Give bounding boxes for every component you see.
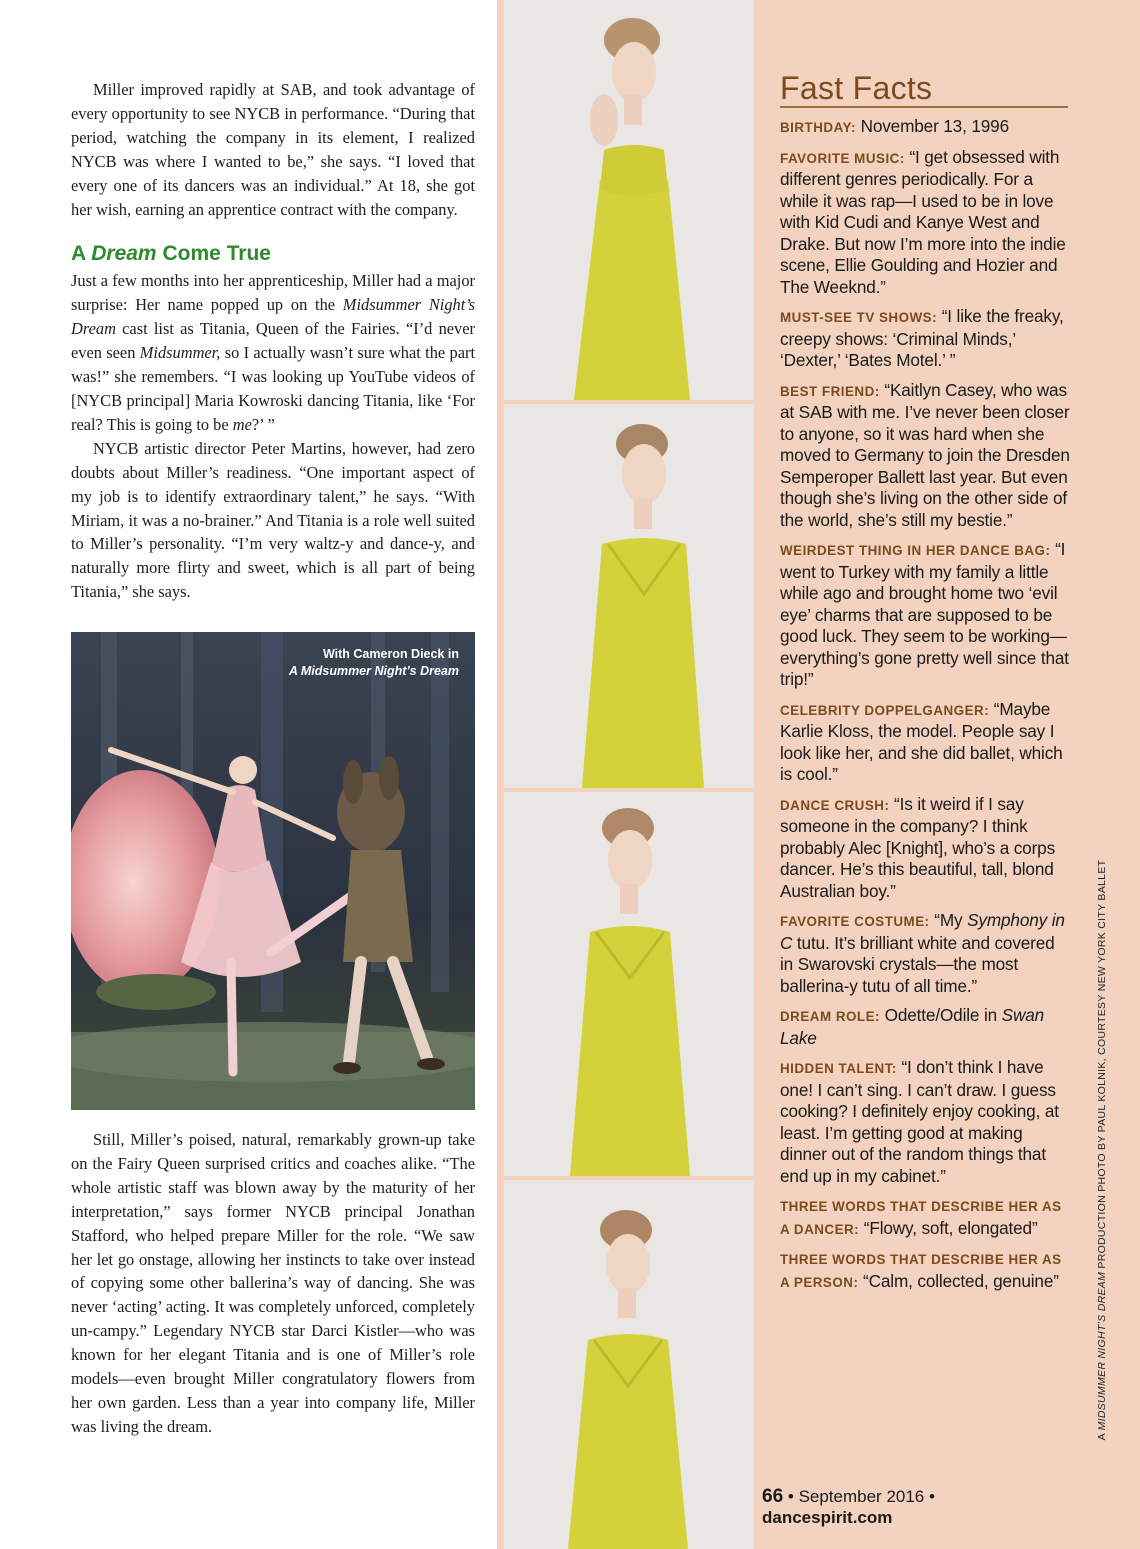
fact-label: DREAM ROLE: bbox=[780, 1009, 880, 1024]
fact-value: “Kaitlyn Casey, who was at SAB with me. I’ve never been closer to anyone, so it was hard when she moved to Germany to join the Dresden Semperoper Ballett last year. But even though she’s living on the other side of the world, she’s still my bestie.” bbox=[780, 379, 1070, 530]
subhead-italic: Dream bbox=[91, 242, 157, 266]
portrait-illustration-1 bbox=[504, 0, 754, 400]
fact-value: Odette/Odile in bbox=[884, 1005, 998, 1025]
fast-facts-rule bbox=[780, 106, 1068, 108]
stage-photo bbox=[71, 632, 475, 1110]
portrait-illustration-2 bbox=[504, 404, 754, 788]
para2-text-c: so I actually wasn’t sure what the part was!” she remembers. “I was looking up YouTube videos of [NYCB principal] Maria Kowroski dancing Titania, like ‘For real? This is going to be bbox=[71, 343, 475, 434]
stage-photo-illustration bbox=[71, 632, 475, 1110]
fact-label: THREE WORDS THAT DESCRIBE HER AS A DANCER: bbox=[780, 1199, 1062, 1237]
fact-doppelganger bbox=[780, 699, 1072, 786]
credit-italic: MIDSUMMER NIGHT’S DREAM bbox=[1096, 1271, 1108, 1431]
fact-label: BIRTHDAY: bbox=[780, 120, 856, 135]
fact-value: “I went to Turkey with my family a little while ago and brought home two ‘evil eye’ charms that are supposed to be good luck. They seem to be working—everything’s gone pretty well since that trip!” bbox=[780, 539, 1069, 689]
fact-value: “I don’t think I have one! I can’t sing. I can’t draw. I guess cooking? I definitely enjoy cooking, at least. I’m getting good at making dinner out of the random things that end up in my cabinet.” bbox=[780, 1057, 1059, 1186]
fact-words-person bbox=[780, 1248, 1072, 1293]
para2-title-2: Midsummer, bbox=[139, 343, 221, 363]
fact-dance-crush bbox=[780, 794, 1072, 903]
fact-value: “Flowy, soft, elongated” bbox=[863, 1217, 1038, 1238]
fact-birthday bbox=[780, 116, 1072, 139]
para2-text-b: cast list as Titania, Queen of the Fairies. “I’d never even seen bbox=[71, 319, 475, 363]
fact-value: “My bbox=[934, 910, 963, 930]
para2-text-d: ?’ ” bbox=[251, 414, 275, 434]
portrait-illustration-4 bbox=[504, 1180, 754, 1549]
para2-text-a: Just a few months into her apprenticeship, Miller had a major surprise: Her name popped up on the bbox=[71, 271, 475, 315]
photo-credit bbox=[1096, 840, 1108, 1460]
dream-title: Swan Lake bbox=[780, 1005, 1045, 1048]
portrait-photo-4 bbox=[504, 1180, 754, 1549]
fact-value: “I like the freaky, creepy shows: ‘Criminal Minds,’ ‘Dexter,’ ‘Bates Motel.’ ” bbox=[780, 306, 1064, 370]
article-paragraph-3: NYCB artistic director Peter Martins, however, had zero doubts about Miller’s readiness. “One important aspect of my job is to identify extraordinary talent,” he says. “With Miriam, it was a no-brainer.” And Titania is a role well suited to Miller’s personality. “I’m very waltz-y and dance-y, and naturally more flirty and sweet, which is all part of being Titania,” she says. bbox=[71, 438, 475, 602]
fast-facts-title: Fast Facts bbox=[780, 70, 933, 106]
page-number: 66 bbox=[762, 1486, 784, 1507]
article-paragraph-4: Still, Miller’s poised, natural, remarkably grown-up take on the Fairy Queen surprised critics and coaches alike. “The whole artistic staff was blown away by the maturity of her interpretation,” says former NYCB principal Jonathan Stafford, who helped prepare Miller for the role. “We saw her let go onstage, allowing her instincts to take over instead of copying some other ballerina’s way of dancing. She was never ‘acting’ acting. It was completely unforced, completely un-campy.” Legendary NYCB star Darci Kistler—who was known for her elegant Titania and is one of Miller’s role models—even brought Miller congratulatory flowers from her own garden. Less than a year into company life, Miller was living the dream. bbox=[71, 1130, 475, 1436]
fact-label: BEST FRIEND: bbox=[780, 383, 880, 399]
caption-line-2: A Midsummer Night’s Dream bbox=[288, 664, 459, 678]
fact-label: DANCE CRUSH: bbox=[780, 797, 890, 813]
fact-tv-shows bbox=[780, 306, 1072, 372]
subhead-part-a: A bbox=[71, 242, 86, 266]
fact-value: “I get obsessed with different genres periodically. For a while it was rap—I used to be in love with Kid Cudi and Kanye West and Drake. But now I’m more into the indie scene, Ellie Goulding and Hozier and The Weeknd.” bbox=[780, 146, 1066, 297]
article-bottom bbox=[71, 1128, 475, 1439]
article-paragraph-2 bbox=[71, 269, 475, 436]
issue-date: September 2016 bbox=[798, 1487, 925, 1506]
photo-caption bbox=[289, 646, 459, 680]
portrait-photo-2 bbox=[504, 404, 754, 788]
portrait-illustration-3 bbox=[504, 792, 754, 1176]
fact-label: MUST-SEE TV SHOWS: bbox=[780, 310, 938, 325]
fact-label: WEIRDEST THING IN HER DANCE BAG: bbox=[780, 543, 1051, 558]
fact-label: CELEBRITY DOPPELGANGER: bbox=[780, 702, 990, 718]
para2-title: Midsummer Night’s Dream bbox=[71, 295, 475, 339]
subhead-part-b: Come True bbox=[162, 242, 271, 266]
caption-line-1: With Cameron Dieck in bbox=[322, 647, 459, 661]
article-paragraph-1: Miller improved rapidly at SAB, and took advantage of every opportunity to see NYCB in performance. “During that period, watching the company in its element, I realized NYCB was where I wanted to be,” she says. “I loved that every one of its dancers was an individual.” At 18, she got her wish, earning an apprentice contract with the company. bbox=[71, 80, 475, 219]
credit-a: A bbox=[1096, 1433, 1108, 1441]
para2-me: me bbox=[232, 414, 252, 434]
page-folio bbox=[762, 1486, 1070, 1528]
article-top bbox=[71, 78, 475, 604]
fact-dream-role bbox=[780, 1005, 1072, 1049]
folio-separator: • bbox=[929, 1487, 935, 1506]
portrait-photo-1 bbox=[504, 0, 754, 400]
fact-value: November 13, 1996 bbox=[860, 116, 1009, 136]
portrait-photo-3 bbox=[504, 792, 754, 1176]
costume-title: Symphony in C bbox=[780, 910, 1065, 953]
fact-favorite-music bbox=[780, 147, 1072, 299]
fact-value: “Calm, collected, genuine” bbox=[863, 1270, 1059, 1291]
fast-facts bbox=[780, 70, 1072, 1301]
fact-value: tutu. It’s brilliant white and covered in Swarovski crystals—the most ballerina-y tutu of all time.” bbox=[780, 932, 1055, 996]
fact-value: “Is it weird if I say someone in the company? I think probably Alec [Knight], who’s a corps dancer. He’s this beautiful, tall, blond Australian boy.” bbox=[780, 793, 1056, 901]
fact-value: “Maybe Karlie Kloss, the model. People say I look like her, and she did ballet, which is cool.” bbox=[780, 698, 1063, 784]
fact-label: THREE WORDS THAT DESCRIBE HER AS A PERSON: bbox=[780, 1252, 1062, 1290]
fact-label: FAVORITE MUSIC: bbox=[780, 150, 905, 166]
fact-favorite-costume bbox=[780, 910, 1072, 997]
article-subhead bbox=[71, 241, 475, 267]
fact-label: FAVORITE COSTUME: bbox=[780, 914, 930, 929]
fact-dance-bag bbox=[780, 539, 1072, 691]
site-url: dancespirit.com bbox=[762, 1508, 893, 1527]
fact-words-dancer bbox=[780, 1195, 1072, 1240]
credit-b: PRODUCTION PHOTO BY PAUL KOLNIK, COURTESY NEW YORK CITY BALLET bbox=[1096, 859, 1108, 1269]
folio-separator: • bbox=[787, 1487, 794, 1506]
fact-best-friend bbox=[780, 380, 1072, 532]
fact-hidden-talent bbox=[780, 1057, 1072, 1187]
fact-label: HIDDEN TALENT: bbox=[780, 1061, 897, 1076]
